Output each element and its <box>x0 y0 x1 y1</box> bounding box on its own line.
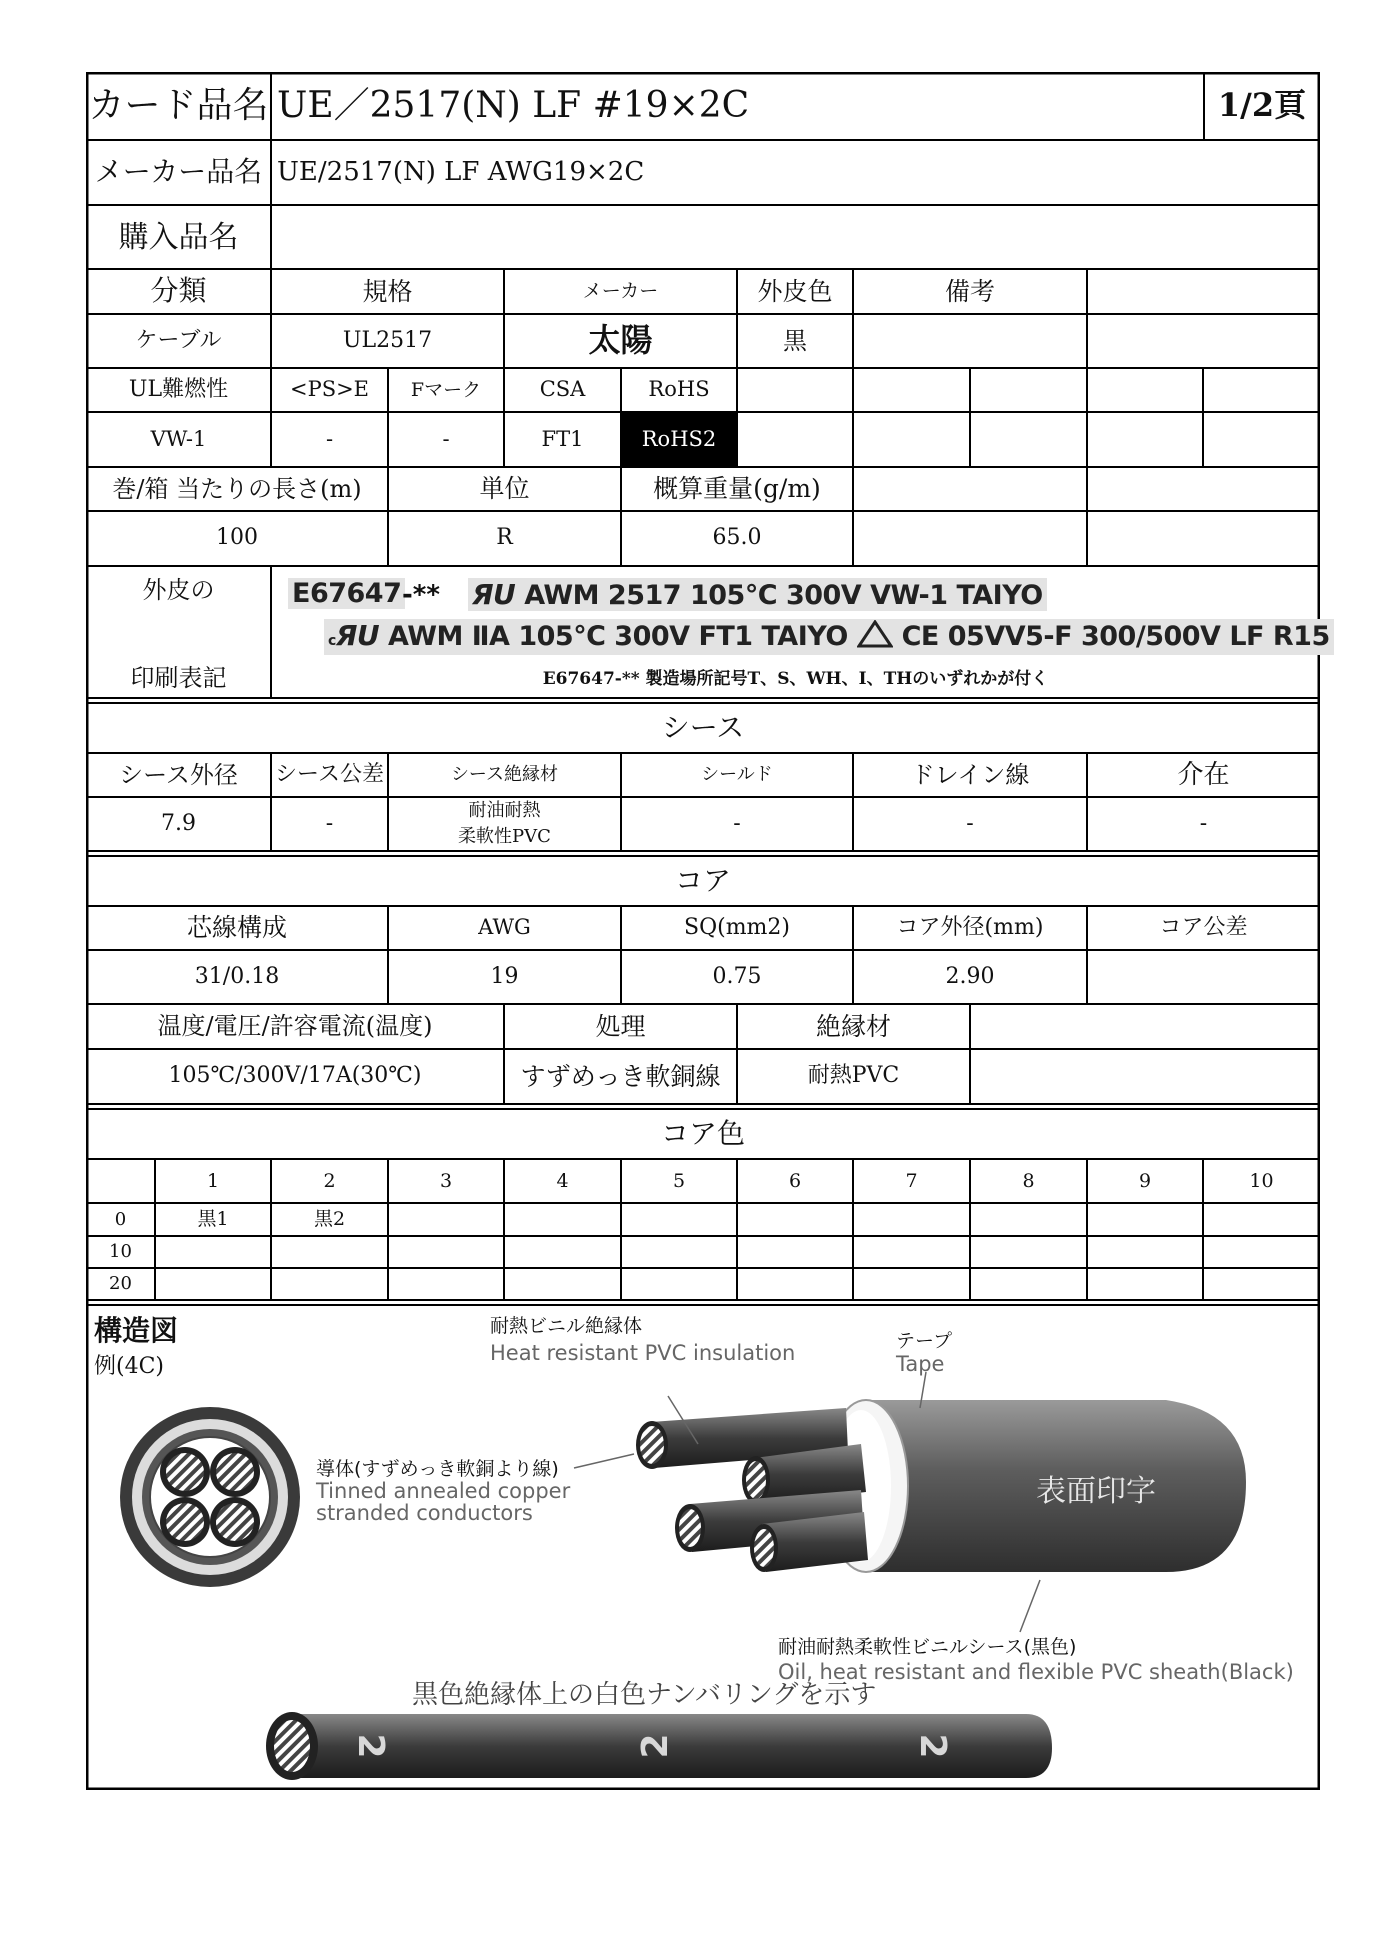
spec-sheet <box>86 72 1330 1790</box>
purchase-name-label: 購入品名 <box>118 219 239 255</box>
core-title: コア <box>674 863 731 897</box>
sheath-value-filler: - <box>1199 810 1208 836</box>
flame-value-ul: VW-1 <box>150 426 207 451</box>
sheath-value-material-1: 耐油耐熱 <box>468 800 541 822</box>
length-value-weight: 65.0 <box>712 525 762 551</box>
printing-label-bottom: 印刷表記 <box>130 663 227 692</box>
structure-title: 構造図 <box>94 1313 179 1347</box>
maker-name-value: UE/2517(N) LF AWG19×2C <box>277 157 645 188</box>
print-code: E67647 <box>292 578 402 609</box>
core-color-col-header: 3 <box>439 1169 453 1192</box>
core-color-col-header: 10 <box>1249 1169 1274 1192</box>
core-color-col-header: 6 <box>788 1169 802 1192</box>
core-color-title: コア色 <box>660 1116 745 1150</box>
core-header-rating: 温度/電圧/許容電流(温度) <box>157 1012 433 1041</box>
print-note: E67647-** 製造場所記号T、S、WH、I、THのいずれかが付く <box>542 668 1049 689</box>
core-color-row-label: 10 <box>109 1241 132 1263</box>
core-header-tolerance: コア公差 <box>1159 914 1248 940</box>
card-name-label: カード品名 <box>88 85 269 127</box>
flame-header-pse: <PS>E <box>289 377 370 402</box>
core-value-insulation: 耐熱PVC <box>807 1063 900 1089</box>
flame-value-fmark: - <box>442 426 450 451</box>
structure-example: 例(4C) <box>94 1353 164 1379</box>
print-suffix: -** <box>402 579 440 610</box>
page-number: 1/2頁 <box>1217 86 1307 125</box>
class-header-remarks: 備考 <box>944 276 995 306</box>
core-value-sq: 0.75 <box>712 963 762 989</box>
class-header-maker: メーカー <box>582 280 659 303</box>
cross-section <box>120 1407 300 1587</box>
flame-value-csa: FT1 <box>541 426 584 451</box>
core-color-row-label: 20 <box>109 1273 132 1295</box>
sheath-label-en: Oil, heat resistant and flexible PVC sheath(Black) <box>778 1660 1294 1685</box>
conductor-label-en-2: stranded conductors <box>316 1501 533 1526</box>
class-header-category: 分類 <box>150 274 207 308</box>
core-color-row-label: 0 <box>114 1208 127 1230</box>
tape-label-en: Tape <box>896 1352 945 1377</box>
class-value-standard: UL2517 <box>342 327 433 353</box>
tape-label-jp: テープ <box>896 1329 953 1352</box>
conductor-label-en-1: Tinned annealed copper <box>316 1479 571 1504</box>
core-header-od: コア外径(mm) <box>896 914 1044 940</box>
length-header-weight: 概算重量(g/m) <box>653 474 821 504</box>
core-value-awg: 19 <box>490 963 519 989</box>
flame-value-rohs: RoHS2 <box>641 426 717 451</box>
core-value-rating: 105℃/300V/17A(30℃) <box>168 1063 422 1089</box>
printing-label-top: 外皮の <box>142 575 215 604</box>
sheath-header-filler: 介在 <box>1177 759 1230 790</box>
core-header-strand: 芯線構成 <box>186 913 287 943</box>
core-color-col-header: 1 <box>206 1169 220 1192</box>
core-header-awg: AWG <box>478 915 531 940</box>
core-value-strand: 31/0.18 <box>194 963 280 989</box>
print-line1-spec: AWM 2517 105℃ 300V VW-1 TAIYO <box>524 580 1043 611</box>
core-color-col-header: 9 <box>1138 1169 1152 1192</box>
insulation-label-en: Heat resistant PVC insulation <box>490 1341 796 1366</box>
sheath-header-shield: シールド <box>701 764 773 786</box>
insulation-label-jp: 耐熱ビニル絶縁体 <box>490 1314 643 1337</box>
ul-logo: ЯU <box>472 578 516 611</box>
card-name-value: UE／2517(N) LF #19×2C <box>277 85 750 127</box>
core-color-cell: 黒2 <box>313 1208 346 1231</box>
number-mark-3: 2 <box>911 1733 953 1759</box>
core-color-col-header: 7 <box>905 1169 918 1192</box>
length-value-reel: 100 <box>216 525 258 551</box>
core-header-treatment: 処理 <box>595 1011 646 1041</box>
core-value-od: 2.90 <box>945 963 995 989</box>
class-value-color: 黒 <box>783 326 807 355</box>
length-header-unit: 単位 <box>479 474 530 504</box>
flame-value-pse: - <box>325 426 334 451</box>
surface-print-label: 表面印字 <box>1036 1473 1156 1509</box>
sheath-header-drain: ドレイン線 <box>910 760 1030 789</box>
print-line2-spec: AWM ⅡA 105℃ 300V FT1 TAIYO <box>388 621 848 652</box>
sheath-header-material: シース絶縁材 <box>450 764 559 786</box>
flame-header-rohs: RoHS <box>648 377 710 402</box>
flame-header-ul: UL難燃性 <box>128 376 229 402</box>
core-color-col-header: 8 <box>1022 1169 1035 1192</box>
class-value-maker: 太陽 <box>588 321 653 360</box>
core-color-col-header: 4 <box>556 1169 569 1192</box>
length-header-reel: 巻/箱 当たりの長さ(m) <box>112 474 362 503</box>
sheath-value-material-2: 柔軟性PVC <box>458 826 551 848</box>
core-color-col-header: 2 <box>323 1169 336 1192</box>
numbering-caption: 黒色絶縁体上の白色ナンバリングを示す <box>412 1679 877 1710</box>
flame-header-fmark: Fマーク <box>410 378 482 401</box>
cul-logo: ЯU <box>335 619 380 652</box>
class-header-color: 外皮色 <box>757 276 833 306</box>
flame-header-csa: CSA <box>539 377 586 402</box>
core-value-treatment: すずめっき軟銅線 <box>520 1061 721 1091</box>
sheath-header-tolerance: シース公差 <box>275 761 384 787</box>
class-header-standard: 規格 <box>362 276 413 306</box>
sheath-title: シース <box>661 710 745 744</box>
core-header-insulation: 絶縁材 <box>815 1011 891 1041</box>
sheath-label-jp: 耐油耐熱柔軟性ビニルシース(黒色) <box>778 1635 1077 1658</box>
sheath-value-shield: - <box>733 810 741 836</box>
length-value-unit: R <box>496 525 513 551</box>
sheath-value-drain: - <box>966 810 974 836</box>
cable-illustration <box>86 72 1320 1790</box>
core-color-col-header: 5 <box>672 1169 686 1192</box>
maker-name-label: メーカー品名 <box>94 155 263 189</box>
sheath-value-od: 7.9 <box>161 810 196 836</box>
cul-c: c <box>328 633 336 649</box>
core-header-sq: SQ(mm2) <box>684 914 790 940</box>
number-mark-2: 2 <box>635 1733 677 1759</box>
class-value-category: ケーブル <box>135 327 222 353</box>
conductor-label-jp: 導体(すずめっき軟銅より線) <box>316 1457 559 1480</box>
number-mark-1: 2 <box>349 1733 391 1759</box>
sheath-value-tolerance: - <box>325 810 334 836</box>
sheath-header-od: シース外径 <box>119 760 238 789</box>
core-color-cell: 黒1 <box>197 1208 229 1231</box>
print-line2-ce: CE 05VV5-F 300/500V LF R15 <box>901 621 1330 652</box>
